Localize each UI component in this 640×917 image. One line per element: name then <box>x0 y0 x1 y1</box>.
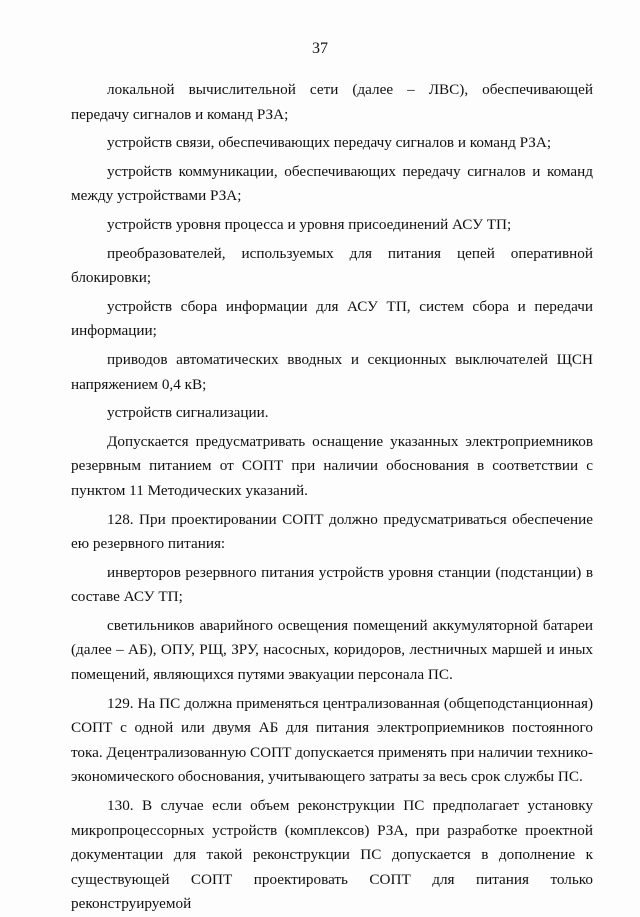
paragraph-item-130: 130. В случае если объем реконструкции ПС предполагает установку микропроцессорных устройств (комплексов) РЗА, при разработке проектной документации для такой реконструкции ПС допускается в дополнение к существующей СОПТ проектировать СОПТ для питания только реконструируемой <box>71 797 593 913</box>
paragraph-backup-permission: Допускается предусматривать оснащение указанных электроприемников резервным питанием от СОПТ при наличии обоснования в соответствии с пунктом 11 Методических указаний. <box>71 432 593 499</box>
paragraph-communication-devices: устройств связи, обеспечивающих передачу сигналов и команд РЗА; <box>107 134 552 152</box>
paragraph-item-129: 129. На ПС должна применяться централизованная (общеподстанционная) СОПТ с одной или двумя АБ для питания электроприемников постоянного тока. Децентрализованную СОПТ допускается применять при наличии технико-экономического обоснования, учитывающего затраты за весь срок службы ПС. <box>71 694 593 786</box>
paragraph-signaling-devices: устройств сигнализации. <box>107 404 269 422</box>
paragraph-data-collection: устройств сбора информации для АСУ ТП, систем сбора и передачи информации; <box>71 297 593 340</box>
paragraph-inverters: инверторов резервного питания устройств уровня станции (подстанции) в составе АСУ ТП; <box>71 563 593 606</box>
paragraph-emergency-lighting: светильников аварийного освещения помещений аккумуляторной батареи (далее – АБ), ОПУ, РЩ, ЗРУ, насосных, коридоров, лестничных маршей и иных помещений, являющихся путями эвакуации персонала ПС. <box>71 616 593 684</box>
paragraph-communication-between-devices: устройств коммуникации, обеспечивающих передачу сигналов и команд между устройствами РЗА; <box>71 162 593 205</box>
page-number: 37 <box>312 40 328 57</box>
document-body <box>71 78 593 917</box>
paragraph-converters: преобразователей, используемых для питания цепей оперативной блокировки; <box>71 244 593 287</box>
paragraph-breaker-drives: приводов автоматических вводных и секционных выключателей ЩСН напряжением 0,4 кВ; <box>71 350 593 393</box>
paragraph-item-128: 128. При проектировании СОПТ должно предусматриваться обеспечение ею резервного питания: <box>71 510 593 553</box>
paragraph-lvs: локальной вычислительной сети (далее – ЛВС), обеспечивающей передачу сигналов и команд РЗА; <box>71 81 593 123</box>
paragraph-process-level-devices: устройств уровня процесса и уровня присоединений АСУ ТП; <box>107 215 512 233</box>
